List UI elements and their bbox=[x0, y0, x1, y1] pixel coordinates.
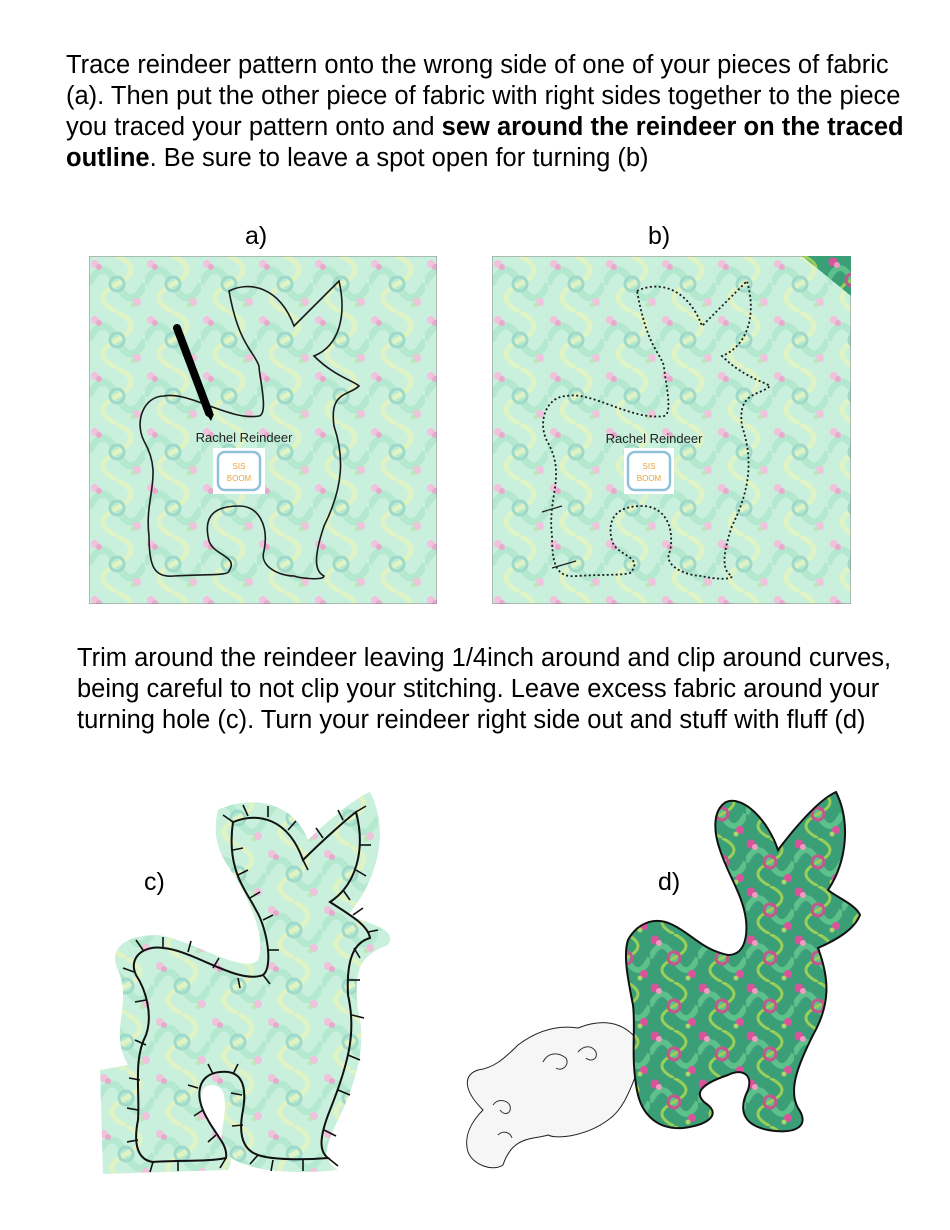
svg-text:SIS: SIS bbox=[642, 462, 656, 471]
label-a: a) bbox=[245, 222, 268, 250]
instruction-text-end: . Be sure to leave a spot open for turning (b) bbox=[149, 144, 649, 172]
pattern-name: Rachel Reindeer bbox=[195, 430, 293, 445]
instruction-bold-text: sew around the reindeer on the traced outline bbox=[66, 113, 904, 172]
instruction-text: Trace reindeer pattern onto the wrong side of one of your pieces of fabric (a). Then put the other piece of fabric with right sides together to the piece you traced your pattern onto and bbox=[66, 51, 901, 141]
label-c: c) bbox=[144, 868, 165, 896]
label-d: d) bbox=[658, 868, 681, 896]
label-b: b) bbox=[648, 222, 671, 250]
sis-boom-logo bbox=[624, 448, 674, 494]
svg-text:BOOM: BOOM bbox=[226, 474, 252, 483]
panel-b-sewn-fabric bbox=[492, 256, 851, 604]
pattern-name: Rachel Reindeer bbox=[605, 431, 703, 446]
svg-text:SIS: SIS bbox=[232, 462, 246, 471]
instruction-step-2: Trim around the reindeer leaving 1/4inch around and clip around curves, being careful to not clip your stitching. Leave excess fabric around your turning hole (c). Turn your reindeer right side out and stuff with fluff (d) bbox=[77, 644, 892, 734]
panel-a-traced-fabric bbox=[89, 256, 437, 604]
stuffed-reindeer-body bbox=[626, 792, 860, 1131]
instruction-step-1 bbox=[66, 50, 926, 174]
panel-c-trimmed-reindeer bbox=[98, 790, 398, 1175]
panel-d-stuffed-reindeer bbox=[458, 790, 868, 1175]
sis-boom-logo bbox=[213, 448, 265, 494]
svg-text:BOOM: BOOM bbox=[636, 474, 662, 483]
trimmed-fabric bbox=[100, 792, 390, 1174]
fluff-stuffing bbox=[467, 1023, 641, 1168]
